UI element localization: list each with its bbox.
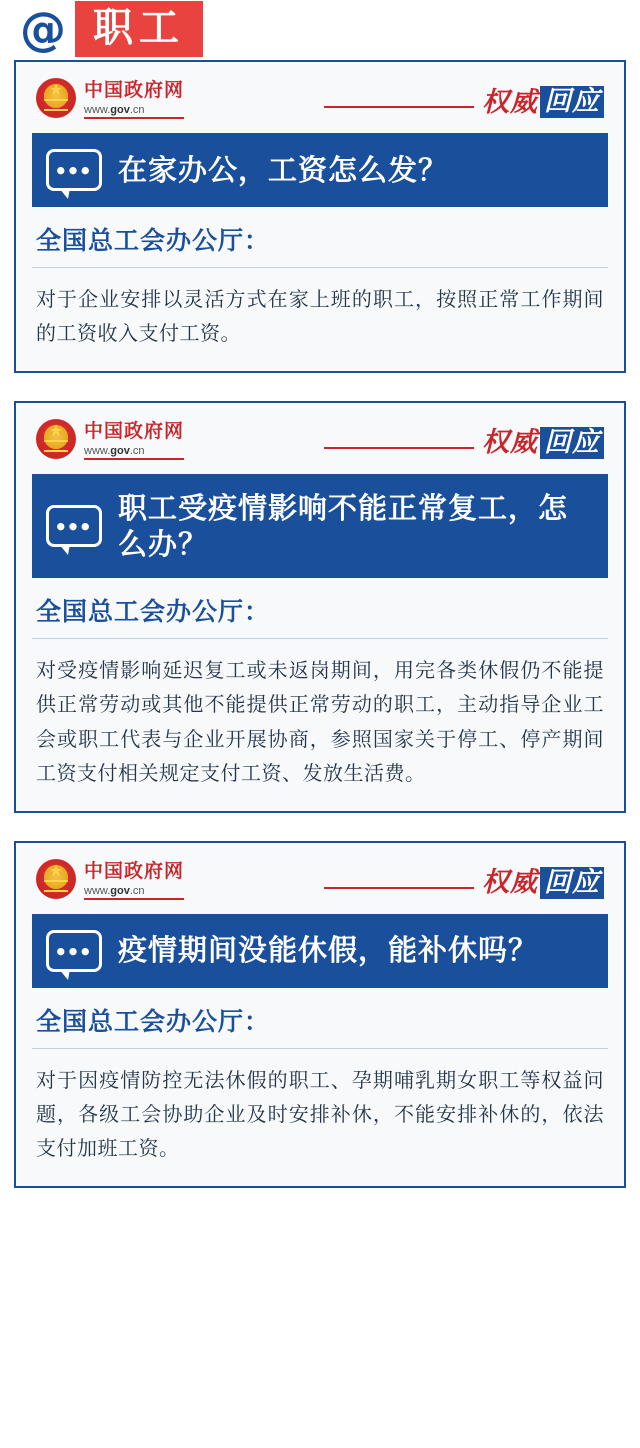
chat-dots-icon: ●●● [55,941,93,961]
authority-rule-divider [324,106,474,108]
qa-card [14,401,626,813]
authority-response-badge [324,419,604,459]
gov-site-url: www.gov.cn [84,885,184,900]
authority-rule-divider [324,887,474,889]
authority-red-text: 权威 [482,867,538,899]
chat-bubble-icon [46,930,102,972]
china-national-emblem-icon [36,859,76,899]
answer-source: 全国总工会办公厅： [32,207,608,268]
chat-bubble-icon [46,505,102,547]
question-text: 职工受疫情影响不能正常复工，怎么办？ [118,490,569,561]
gov-brand [36,859,184,900]
card-header [32,76,608,119]
authority-red-text: 权威 [482,427,538,459]
qa-card [14,841,626,1188]
authority-rule-divider [324,447,474,449]
answer-body: 对受疫情影响延迟复工或未返岗期间，用完各类休假仍不能提供正常劳动或其他不能提供正常劳动的职工，主动指导企业工会或职工代表与企业开展协商，参照国家关于停工、停产期间工资支付相关规定支付工资、发放生活费。 [36,658,604,786]
answer-body: 对于因疫情防控无法休假的职工、孕期哺乳期女职工等权益问题，各级工会协助企业及时安排补休，不能安排补休的，依法支付加班工资。 [36,1067,604,1161]
gov-text [84,78,184,119]
gov-site-name: 中国政府网 [84,859,185,882]
authority-response-badge [324,859,604,899]
answer-source: 全国总工会办公厅： [32,578,608,639]
card-header [32,857,608,900]
question-bar [32,914,608,988]
qa-card [14,60,626,373]
question-text: 疫情期间没能休假，能补休吗？ [118,933,539,968]
gov-text [84,859,184,900]
top-banner [0,0,640,60]
gov-brand [36,78,184,119]
gov-site-name: 中国政府网 [84,79,185,101]
gov-site-url: www.gov.cn [84,104,184,119]
gov-text [84,419,184,460]
gov-site-name: 中国政府网 [84,419,185,442]
answer-source: 全国总工会办公厅： [32,988,608,1049]
china-national-emblem-icon [36,419,76,459]
answer-body: 对于企业安排以灵活方式在家上班的职工，按照正常工作期间的工资收入支付工资。 [36,286,604,346]
chat-dots-icon: ●●● [55,160,93,180]
banner-tag-label: 职工 [75,1,203,57]
at-symbol-icon: @ [20,2,65,56]
chat-bubble-icon [46,149,102,191]
china-national-emblem-icon [36,78,76,118]
question-bar [32,133,608,207]
authority-blue-text: 回应 [540,86,604,118]
question-bar [32,474,608,579]
chat-dots-icon: ●●● [55,516,93,536]
authority-red-text: 权威 [482,86,538,118]
gov-site-url: www.gov.cn [84,445,184,460]
authority-blue-text: 回应 [540,427,604,459]
gov-brand [36,419,184,460]
card-header [32,417,608,460]
authority-response-badge [324,78,604,118]
authority-blue-text: 回应 [540,867,604,899]
question-text: 在家办公，工资怎么发？ [118,152,449,187]
